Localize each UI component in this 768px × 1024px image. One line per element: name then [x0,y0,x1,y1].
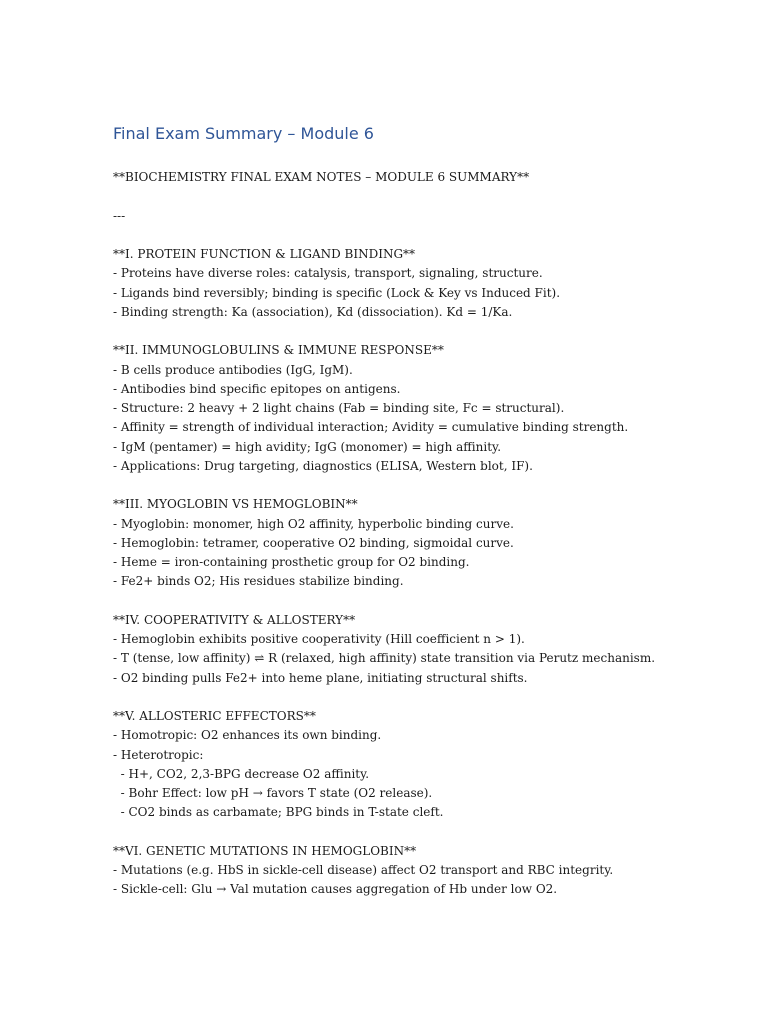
bullet-item: - Sickle-cell: Glu → Val mutation causes aggregation of Hb under low O2. [113,882,558,897]
bullet-item: - Heterotropic: [113,747,204,762]
bullet-item: - Proteins have diverse roles: catalysis, transport, signaling, structure. [113,266,543,281]
bullet-item: - Structure: 2 heavy + 2 light chains (Fab = binding site, Fc = structural). [113,401,565,415]
blank-line [113,226,753,245]
bullet-item: - O2 binding pulls Fe2+ into heme plane, initiating structural shifts. [113,670,528,685]
bullet-item: - Affinity = strength of individual interaction; Avidity = cumulative binding strength. [113,420,629,435]
section-heading: **II. IMMUNOGLOBULINS & IMMUNE RESPONSE** [113,343,444,358]
bullet-item: - T (tense, low affinity) ⇌ R (relaxed, high affinity) state transition via Perutz mechanism. [113,651,656,666]
bullet-item: - Heme = iron-containing prosthetic group for O2 binding. [113,555,470,569]
section-heading: **I. PROTEIN FUNCTION & LIGAND BINDING** [113,247,416,261]
bullet-item: - Bohr Effect: low pH → favors T state (O2 release). [113,786,433,800]
blank-line [113,592,753,611]
bullet-item: - Hemoglobin exhibits positive cooperativity (Hill coefficient n > 1). [113,632,525,646]
section-heading: **V. ALLOSTERIC EFFECTORS** [113,709,316,723]
section-heading: **VI. GENETIC MUTATIONS IN HEMOGLOBIN** [113,843,417,858]
bullet-item: - Hemoglobin: tetramer, cooperative O2 binding, sigmoidal curve. [113,535,514,550]
bullet-item: - Homotropic: O2 enhances its own binding. [113,728,382,743]
bullet-item: - Applications: Drug targeting, diagnostics (ELISA, Western blot, IF). [113,458,533,473]
bullet-item: - Mutations (e.g. HbS in sickle-cell disease) affect O2 transport and RBC integrity. [113,863,614,877]
bullet-item: - Fe2+ binds O2; His residues stabilize binding. [113,574,404,589]
blank-line [113,688,753,707]
blank-line [113,823,753,842]
blank-line [113,476,753,495]
blank-line [113,322,753,341]
blank-line [113,187,753,206]
bullet-item: - B cells produce antibodies (IgG, IgM). [113,362,353,377]
bullet-item: - Myoglobin: monomer, high O2 affinity, hyperbolic binding curve. [113,516,514,531]
document-body [113,168,753,900]
bullet-item: - Antibodies bind specific epitopes on antigens. [113,381,401,396]
bullet-item: - Ligands bind reversibly; binding is specific (Lock & Key vs Induced Fit). [113,285,561,300]
bullet-item: - IgM (pentamer) = high avidity; IgG (monomer) = high affinity. [113,439,502,454]
document-title: Final Exam Summary – Module 6 [113,124,374,143]
bullet-item: - CO2 binds as carbamate; BPG binds in T-state cleft. [113,805,444,820]
bullet-item: - Binding strength: Ka (association), Kd (dissociation). Kd = 1/Ka. [113,304,513,319]
section-heading: **BIOCHEMISTRY FINAL EXAM NOTES – MODULE 6 SUMMARY** [113,170,530,184]
section-heading: **III. MYOGLOBIN VS HEMOGLOBIN** [113,497,358,512]
bullet-item: - H+, CO2, 2,3-BPG decrease O2 affinity. [113,766,370,781]
separator-line: --- [113,208,126,223]
section-heading: **IV. COOPERATIVITY & ALLOSTERY** [113,612,356,627]
